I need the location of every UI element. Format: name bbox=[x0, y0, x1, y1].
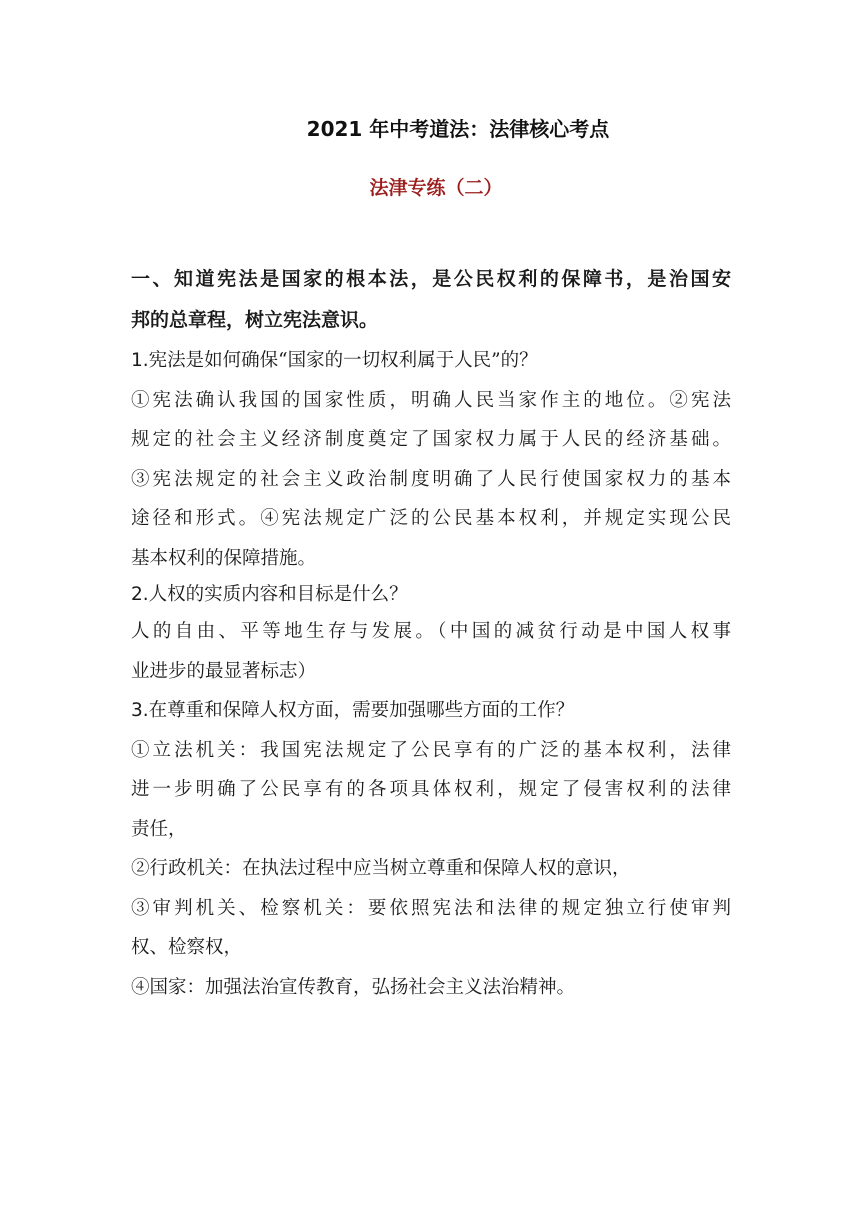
document-title: 2021 年中考道法：法律核心考点 bbox=[306, 117, 610, 141]
answer-3-line: ②行政机关：在执法过程中应当树立尊重和保障人权的意识， bbox=[131, 858, 631, 879]
question-3-number: 3. bbox=[131, 700, 149, 721]
question-1-number: 1. bbox=[131, 350, 149, 371]
section-heading-line-1: 一、知道宪法是国家的根本法，是公民权利的保障书，是治国安 bbox=[131, 268, 731, 290]
answer-1-line: 途径和形式。④宪法规定广泛的公民基本权利，并规定实现公民 bbox=[131, 508, 731, 529]
answer-3-line: ①立法机关：我国宪法规定了公民享有的广泛的基本权利，法律 bbox=[131, 739, 731, 761]
answer-2-line: 业进步的最显著标志） bbox=[131, 660, 317, 682]
question-2-text: 人权的实质内容和目标是什么？ bbox=[148, 584, 408, 605]
answer-1-line: 基本权利的保障措施。 bbox=[131, 547, 317, 569]
answer-1-line: ①宪法确认我国的国家性质，明确人民当家作主的地位。②宪法 bbox=[131, 389, 731, 411]
answer-3-line: ④国家：加强法治宣传教育，弘扬社会主义法治精神。 bbox=[131, 976, 576, 998]
answer-3-line: ③审判机关、检察机关：要依照宪法和法律的规定独立行使审判 bbox=[131, 897, 731, 919]
document-subtitle: 法津专练（二） bbox=[369, 177, 503, 199]
answer-1-line: 规定的社会主义经济制度奠定了国家权力属于人民的经济基础。 bbox=[131, 429, 731, 450]
answer-3-line: 权、检察权， bbox=[131, 937, 243, 958]
question-3 bbox=[131, 691, 731, 731]
document-body bbox=[131, 259, 731, 1007]
answer-2-line: 人的自由、平等地生存与发展。（中国的减贫行动是中国人权事 bbox=[131, 621, 731, 642]
question-1-text: 宪法是如何确保“国家的一切权利属于人民”的？ bbox=[148, 350, 538, 371]
question-2-number: 2. bbox=[131, 584, 149, 605]
question-1 bbox=[131, 341, 731, 381]
answer-3-line: 进一步明确了公民享有的各项具体权利，规定了侵害权利的法律 bbox=[131, 779, 731, 800]
section-heading-line-2: 邦的总章程，树立宪法意识。 bbox=[131, 309, 379, 331]
question-2 bbox=[131, 578, 731, 612]
answer-1-line: ③宪法规定的社会主义政治制度明确了人民行使国家权力的基本 bbox=[131, 468, 731, 490]
answer-3-line: 责任， bbox=[131, 818, 187, 840]
question-3-text: 在尊重和保障人权方面，需要加强哪些方面的工作？ bbox=[148, 700, 575, 721]
